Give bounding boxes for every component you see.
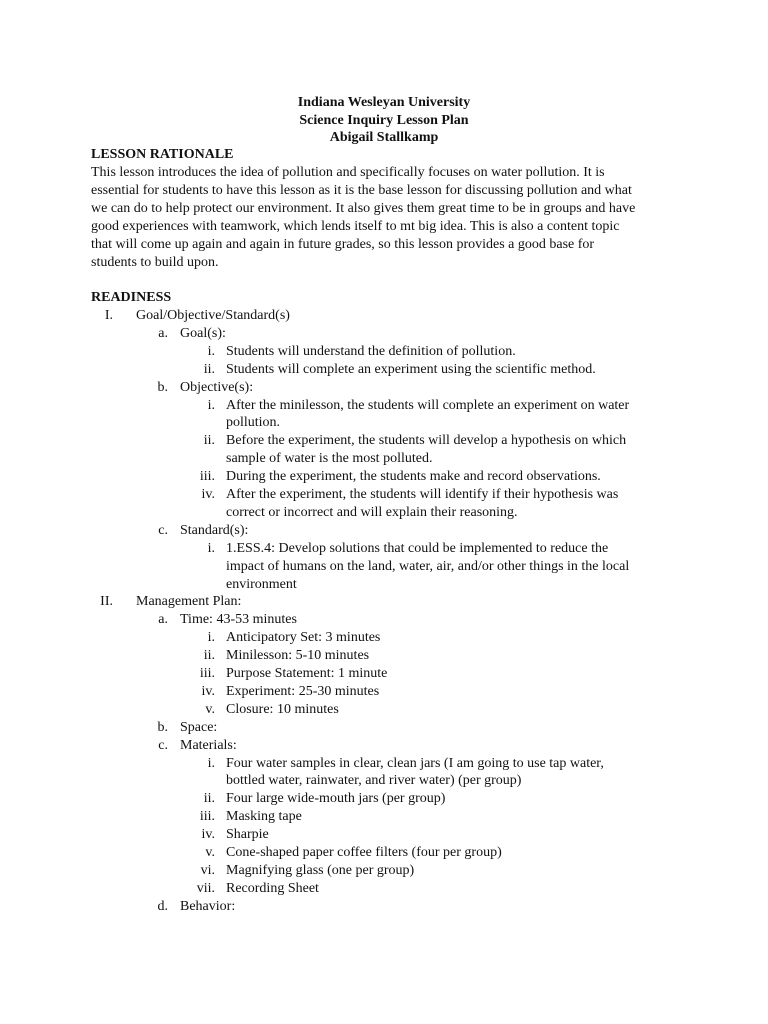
outline-text: Purpose Statement: 1 minute	[226, 666, 388, 681]
outline-text: Anticipatory Set: 3 minutes	[226, 630, 381, 646]
outline-text: 1.ESS.4: Develop solutions that could be implemented to reduce the	[226, 540, 609, 556]
outline-marker: a.	[158, 325, 168, 341]
outline-marker: b.	[157, 379, 168, 395]
outline-marker: b.	[157, 719, 168, 735]
outline-marker: vii.	[196, 880, 215, 896]
outline-text: Sharpie	[226, 827, 269, 843]
outline-text: correct or incorrect and will explain their reasoning.	[226, 504, 518, 520]
rationale-line: This lesson introduces the idea of pollution and specifically focuses on water pollution. It is	[91, 165, 605, 180]
outline-text: Four water samples in clear, clean jars (I am going to use tap water,	[226, 755, 604, 771]
outline-text: After the minilesson, the students will complete an experiment on water	[226, 397, 630, 413]
outline-marker: iii.	[199, 666, 215, 681]
outline-marker: ii.	[203, 648, 215, 664]
outline-text: Students will complete an experiment using the scientific method.	[226, 361, 596, 377]
outline-marker: c.	[158, 737, 168, 753]
outline-marker: iii.	[199, 809, 215, 825]
rationale-line: we can do to help protect our environment. It also gives them great time to be in groups and have	[91, 201, 636, 216]
outline-marker: v.	[205, 845, 215, 860]
outline-text: Closure: 10 minutes	[226, 701, 339, 717]
outline-marker: d.	[157, 898, 168, 914]
rationale-line: good experiences with teamwork, which lends itself to mt big idea. This is also a content topic	[91, 219, 620, 234]
outline-marker: i.	[207, 540, 215, 556]
outline-text: Space:	[180, 719, 218, 735]
outline-marker: i.	[207, 343, 215, 359]
outline-marker: v.	[205, 701, 215, 717]
outline-text: During the experiment, the students make and record observations.	[226, 469, 601, 485]
outline-marker: ii.	[203, 433, 215, 449]
outline-text: impact of humans on the land, water, air, and/or other things in the local	[226, 558, 630, 574]
outline-marker: II.	[100, 594, 113, 610]
outline-text: Students will understand the definition of pollution.	[226, 343, 516, 359]
outline-text: Objective(s):	[180, 379, 254, 395]
outline-marker: ii.	[203, 361, 215, 377]
outline-text: Cone-shaped paper coffee filters (four per group)	[226, 845, 502, 860]
rationale-line: essential for students to have this lesson as it is the base lesson for discussing pollution and what	[91, 183, 632, 198]
outline-marker: i.	[207, 630, 215, 646]
outline-marker: I.	[104, 308, 113, 323]
outline-text: Standard(s):	[180, 522, 249, 538]
outline-text: Before the experiment, the students will develop a hypothesis on which	[226, 433, 627, 449]
outline-marker: iv.	[201, 487, 215, 502]
outline-text: Materials:	[180, 737, 237, 753]
outline-text: After the experiment, the students will identify if their hypothesis was	[226, 487, 619, 502]
outline-text: Behavior:	[180, 898, 236, 914]
outline-marker: i.	[207, 397, 215, 413]
outline-text: pollution.	[226, 415, 281, 431]
outline-marker: a.	[158, 612, 168, 628]
outline-text: Management Plan:	[136, 594, 242, 610]
rationale-line: students to build upon.	[91, 255, 219, 270]
outline-text: Goal(s):	[180, 325, 226, 341]
outline-text: Magnifying glass (one per group)	[226, 862, 415, 878]
outline-marker: ii.	[203, 791, 215, 807]
outline-text: Goal/Objective/Standard(s)	[136, 308, 290, 323]
university-name: Indiana Wesleyan University	[297, 95, 471, 110]
outline-text: Masking tape	[226, 809, 302, 825]
outline-text: Four large wide-mouth jars (per group)	[226, 791, 446, 807]
outline-text: Experiment: 25-30 minutes	[226, 683, 380, 699]
document-title: Science Inquiry Lesson Plan	[299, 112, 469, 128]
outline-marker: i.	[207, 755, 215, 771]
outline-text: Recording Sheet	[226, 880, 319, 896]
outline-text: environment	[226, 576, 297, 592]
outline-text: Time: 43-53 minutes	[180, 612, 297, 628]
outline-text: Minilesson: 5-10 minutes	[226, 648, 370, 664]
outline-marker: vi.	[200, 862, 215, 878]
outline-text: bottled water, rainwater, and river water) (per group)	[226, 773, 522, 789]
readiness-heading: READINESS	[91, 290, 172, 305]
outline-marker: iv.	[201, 683, 215, 699]
document-header	[0, 94, 768, 147]
author-name: Abigail Stallkamp	[329, 130, 439, 145]
outline-text: sample of water is the most polluted.	[226, 451, 433, 467]
rationale-paragraph	[91, 164, 679, 272]
outline-marker: iv.	[201, 827, 215, 843]
rationale-heading: LESSON RATIONALE	[91, 147, 234, 162]
outline-marker: c.	[158, 522, 168, 538]
outline-marker: iii.	[199, 469, 215, 485]
rationale-line: that will come up again and again in future grades, so this lesson provides a good base for	[91, 237, 595, 252]
